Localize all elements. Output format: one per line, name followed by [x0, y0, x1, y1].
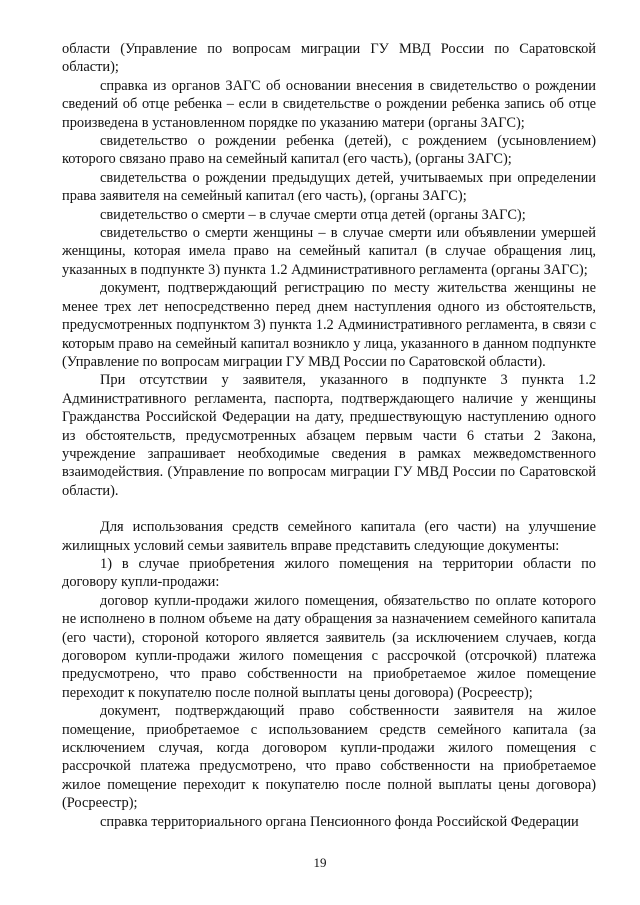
paragraph: документ, подтверждающий право собственности заявителя на жилое помещение, приобретаемое с использованием средств семейного капитала (за исключением случая, когда договором купли-продажи жилого помещения с рассрочкой платежа предусмотрено, что право собственности на приобретаемое жилое помещение переходит к покупателю после полной выплаты цены договора) (Росреестр);	[62, 703, 596, 812]
paragraph: свидетельство о рождении ребенка (детей), с рождением (усыновлением) которого связано право на семейный капитал (его часть), (органы ЗАГС);	[62, 133, 596, 168]
paragraph: справка из органов ЗАГС об основании внесения в свидетельство о рождении сведений об отце ребенка – если в свидетельстве о рождении ребенка запись об отце произведена в установленном порядке по указанию матери (органы ЗАГС);	[62, 77, 596, 131]
page-number: 19	[313, 855, 327, 870]
paragraph: свидетельства о рождении предыдущих детей, учитываемых при определении права заявителя на семейный капитал (его часть), (органы ЗАГС);	[62, 169, 596, 205]
paragraph: договор купли-продажи жилого помещения, обязательство по оплате которого не исполнено в полном объеме на дату обращения за назначением семейного капитала (его части), стороной которого является заявитель (за исключением случаев, когда договором купли-продажи жилого помещения с рассрочкой (отсрочкой) платежа предусмотрено, что право собственности на приобретаемое жилое помещение переходит к покупателю после полной выплаты цены договора) (Росреестр);	[62, 592, 596, 701]
paragraph: При отсутствии у заявителя, указанного в подпункте 3 пункта 1.2 Административного регламента, паспорта, подтверждающего наличие у женщины Гражданства Российской Федерации на дату, предшествующую наступлению одного из обстоятельств, предусмотренных абзацем первым части 6 статьи 2 Закона, учреждение запрашивает необходимые сведения в рамках межведомственного взаимодействия. (Управление по вопросам миграции ГУ МВД России по Саратовской области).	[62, 372, 596, 499]
paragraph: 1) в случае приобретения жилого помещения на территории области по договору купли-продажи:	[62, 555, 596, 591]
paragraph: свидетельство о смерти – в случае смерти отца детей (органы ЗАГС);	[100, 206, 526, 223]
paragraph: области (Управление по вопросам миграции ГУ МВД России по Саратовской области);	[62, 41, 596, 76]
paragraph: справка территориального органа Пенсионного фонда Российской Федерации	[100, 813, 579, 830]
paragraph: Для использования средств семейного капитала (его части) на улучшение жилищных условий семьи заявитель вправе представить следующие документы:	[62, 519, 596, 554]
document-page	[62, 40, 596, 831]
paragraph: свидетельство о смерти женщины – в случае смерти или объявлении умершей женщины, которая имела право на семейный капитал (в случае обращения лиц, указанных в подпункте 3) пункта 1.2 Административного регламента (органы ЗАГС);	[62, 225, 596, 278]
paragraph: документ, подтверждающий регистрацию по месту жительства женщины не менее трех лет непосредственно перед днем наступления одного из обстоятельств, предусмотренных подпунктом 3) пункта 1.2 Административного регламента, в связи с которым право на семейный капитал возникло у лица, указанного в данном подпункте (Управление по вопросам миграции ГУ МВД России по Саратовской области).	[62, 280, 596, 370]
